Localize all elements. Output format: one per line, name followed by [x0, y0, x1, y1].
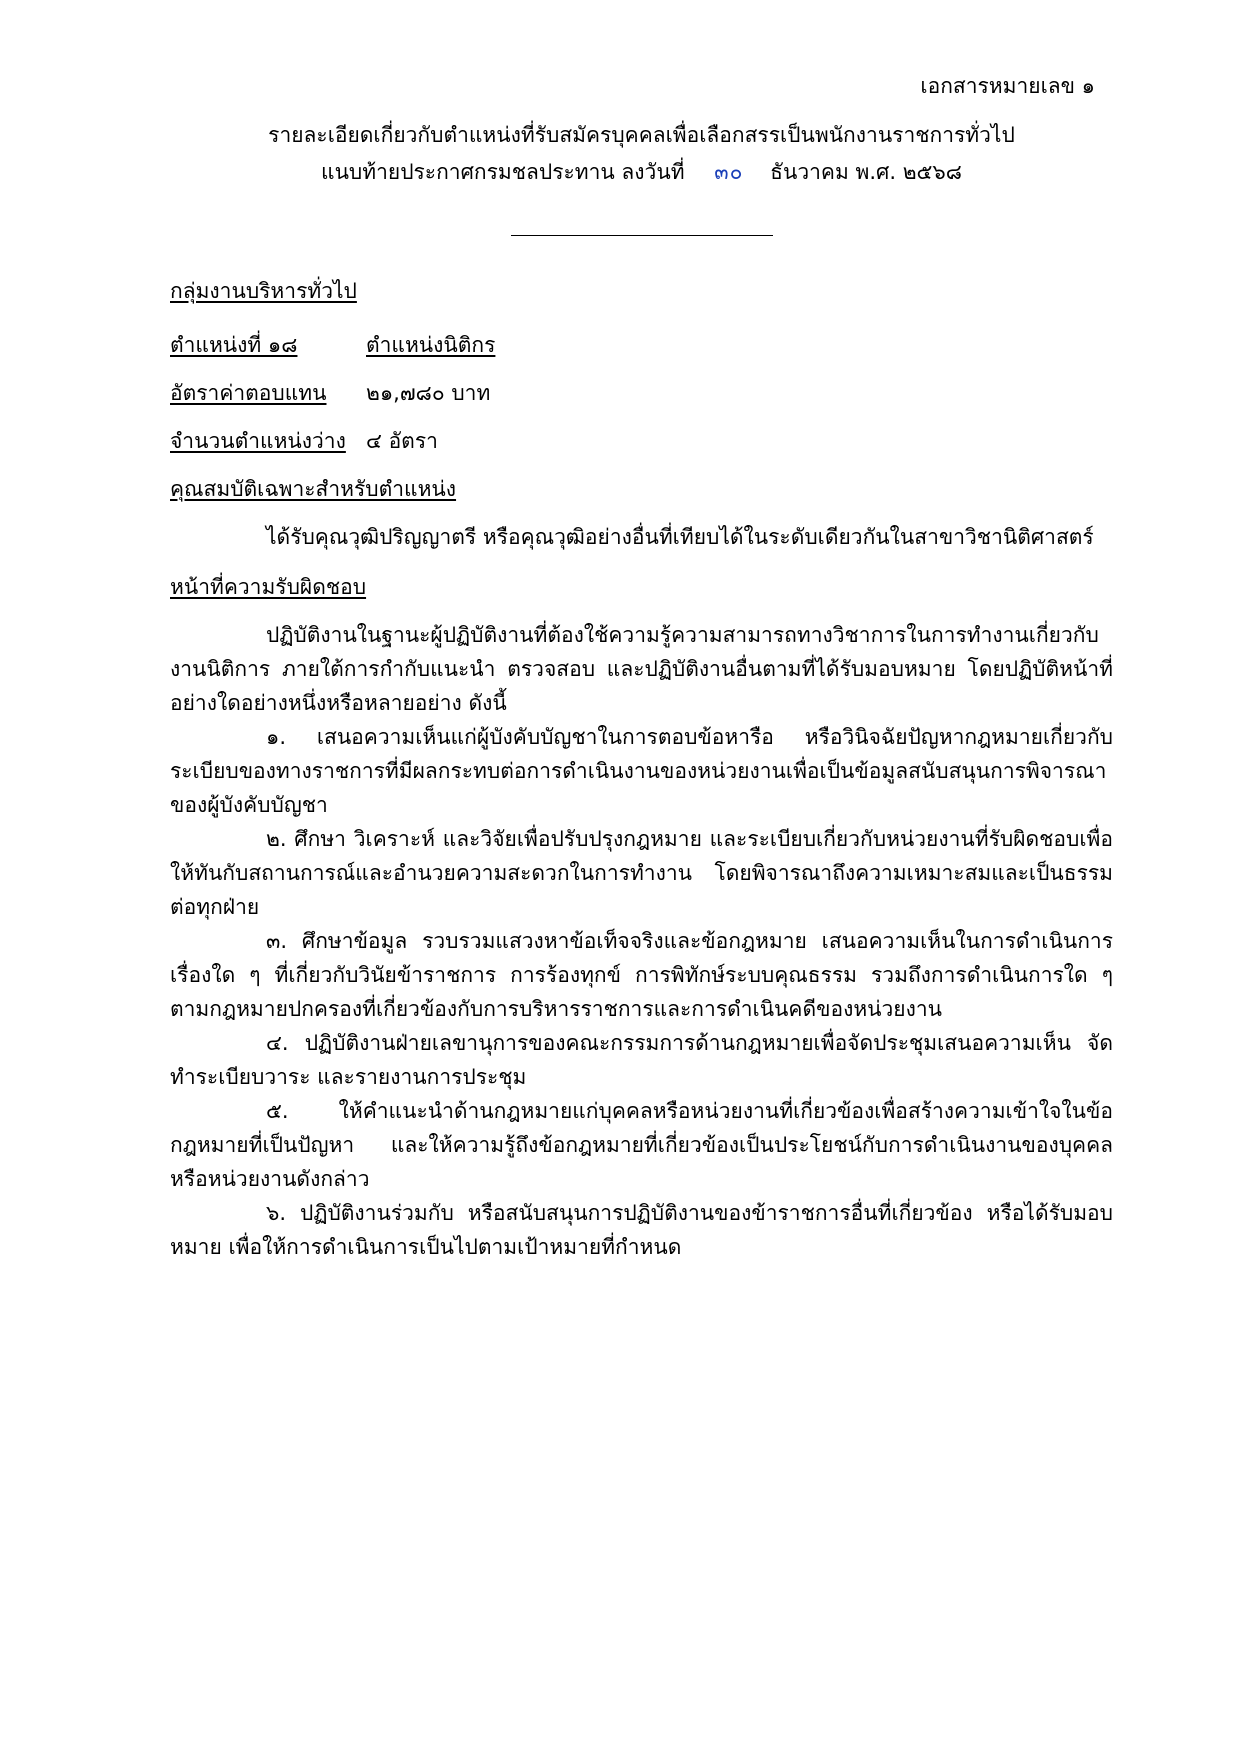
horizontal-divider	[170, 221, 1113, 240]
duty-item-2: ๒. ศึกษา วิเคราะห์ และวิจัยเพื่อปรับปรุงกฎหมาย และระเบียบเกี่ยวกับหน่วยงานที่รับผิดชอบเพื่อให้ทันกับสถานการณ์และอำนวยความสะดวกในการทำงาน โดยพิจารณาถึงความเหมาะสมและเป็นธรรมต่อทุกฝ่าย	[170, 827, 1113, 920]
announcement-suffix: ธันวาคม พ.ศ. ๒๕๖๘	[770, 160, 962, 185]
duties-heading: หน้าที่ความรับผิดชอบ	[170, 574, 367, 599]
announcement-prefix: แนบท้ายประกาศกรมชลประทาน ลงวันที่	[321, 160, 685, 185]
field-vacancies-label: จำนวนตำแหน่งว่าง	[170, 428, 346, 453]
duty-item-6: ๖. ปฏิบัติงานร่วมกับ หรือสนับสนุนการปฏิบัติงานของข้าราชการอื่นที่เกี่ยวข้อง หรือได้รับมอบหมาย เพื่อให้การดำเนินการเป็นไปตามเป้าหมายที่กำหนด	[170, 1201, 1113, 1260]
content-body	[170, 274, 1113, 1264]
duty-item-4: ๔. ปฏิบัติงานฝ่ายเลขานุการของคณะกรรมการด้านกฎหมายเพื่อจัดประชุมเสนอความเห็น จัดทำระเบียบวาระ และรายงานการประชุม	[170, 1031, 1113, 1090]
divider-line	[511, 234, 773, 236]
announcement-day: ๓๐	[714, 160, 744, 185]
field-vacancies	[170, 424, 1113, 458]
qualification-text: ได้รับคุณวุฒิปริญญาตรี หรือคุณวุฒิอย่างอื่นที่เทียบได้ในระดับเดียวกันในสาขาวิชานิติศาสตร์	[266, 524, 1094, 549]
duty-item-3: ๓. ศึกษาข้อมูล รวบรวมแสวงหาข้อเท็จจริงและข้อกฎหมาย เสนอความเห็นในการดำเนินการเรื่องใด ๆ ที่เกี่ยวกับวินัยข้าราชการ การร้องทุกข์ การพิทักษ์ระบบคุณธรรม รวมถึงการดำเนินการใด ๆ ตามกฎหมายปกครองที่เกี่ยวข้องกับการบริหารราชการและการดำเนินคดีของหน่วยงาน	[170, 929, 1113, 1022]
field-position-value: ตำแหน่งนิติกร	[366, 332, 496, 357]
qualification-block	[170, 520, 1113, 554]
duty-item-1: ๑. เสนอความเห็นแก่ผู้บังคับบัญชาในการตอบข้อหารือ หรือวินิจฉัยปัญหากฎหมายเกี่ยวกับระเบียบของทางราชการที่มีผลกระทบต่อการดำเนินงานของหน่วยงานเพื่อเป็นข้อมูลสนับสนุนการพิจารณาของผู้บังคับบัญชา	[170, 725, 1113, 818]
qualification-heading: คุณสมบัติเฉพาะสำหรับตำแหน่ง	[170, 476, 457, 501]
field-vacancies-value: ๔ อัตรา	[366, 428, 438, 453]
duties-list	[170, 618, 1113, 1264]
field-position-label: ตำแหน่งที่ ๑๘	[170, 332, 298, 357]
duty-item-5: ๕. ให้คำแนะนำด้านกฎหมายแก่บุคคลหรือหน่วยงานที่เกี่ยวข้องเพื่อสร้างความเข้าใจในข้อกฎหมายที่เป็นปัญหา และให้ความรู้ถึงข้อกฎหมายที่เกี่ยวข้องเป็นประโยชน์กับการดำเนินงานของบุคคลหรือหน่วยงานดังกล่าว	[170, 1099, 1113, 1192]
field-salary	[170, 376, 1113, 410]
document-number: เอกสารหมายเลข ๑	[920, 74, 1095, 98]
duties-intro: ปฏิบัติงานในฐานะผู้ปฏิบัติงานที่ต้องใช้ความรู้ความสามารถทางวิชาการในการทำงานเกี่ยวกับงานนิติการ ภายใต้การกำกับแนะนำ ตรวจสอบ และปฏิบัติงานอื่นตามที่ได้รับมอบหมาย โดยปฏิบัติหน้าที่อย่างใดอย่างหนึ่งหรือหลายอย่าง ดังนี้	[170, 623, 1113, 716]
field-salary-label: อัตราค่าตอบแทน	[170, 380, 327, 405]
group-heading: กลุ่มงานบริหารทั่วไป	[170, 278, 357, 303]
field-salary-value: ๒๑,๗๘๐ บาท	[366, 380, 491, 405]
field-position	[170, 328, 1113, 362]
document-title-line-2	[170, 154, 1113, 191]
document-title-line-1: รายละเอียดเกี่ยวกับตำแหน่งที่รับสมัครบุคคลเพื่อเลือกสรรเป็นพนักงานราชการทั่วไป	[268, 123, 1015, 148]
